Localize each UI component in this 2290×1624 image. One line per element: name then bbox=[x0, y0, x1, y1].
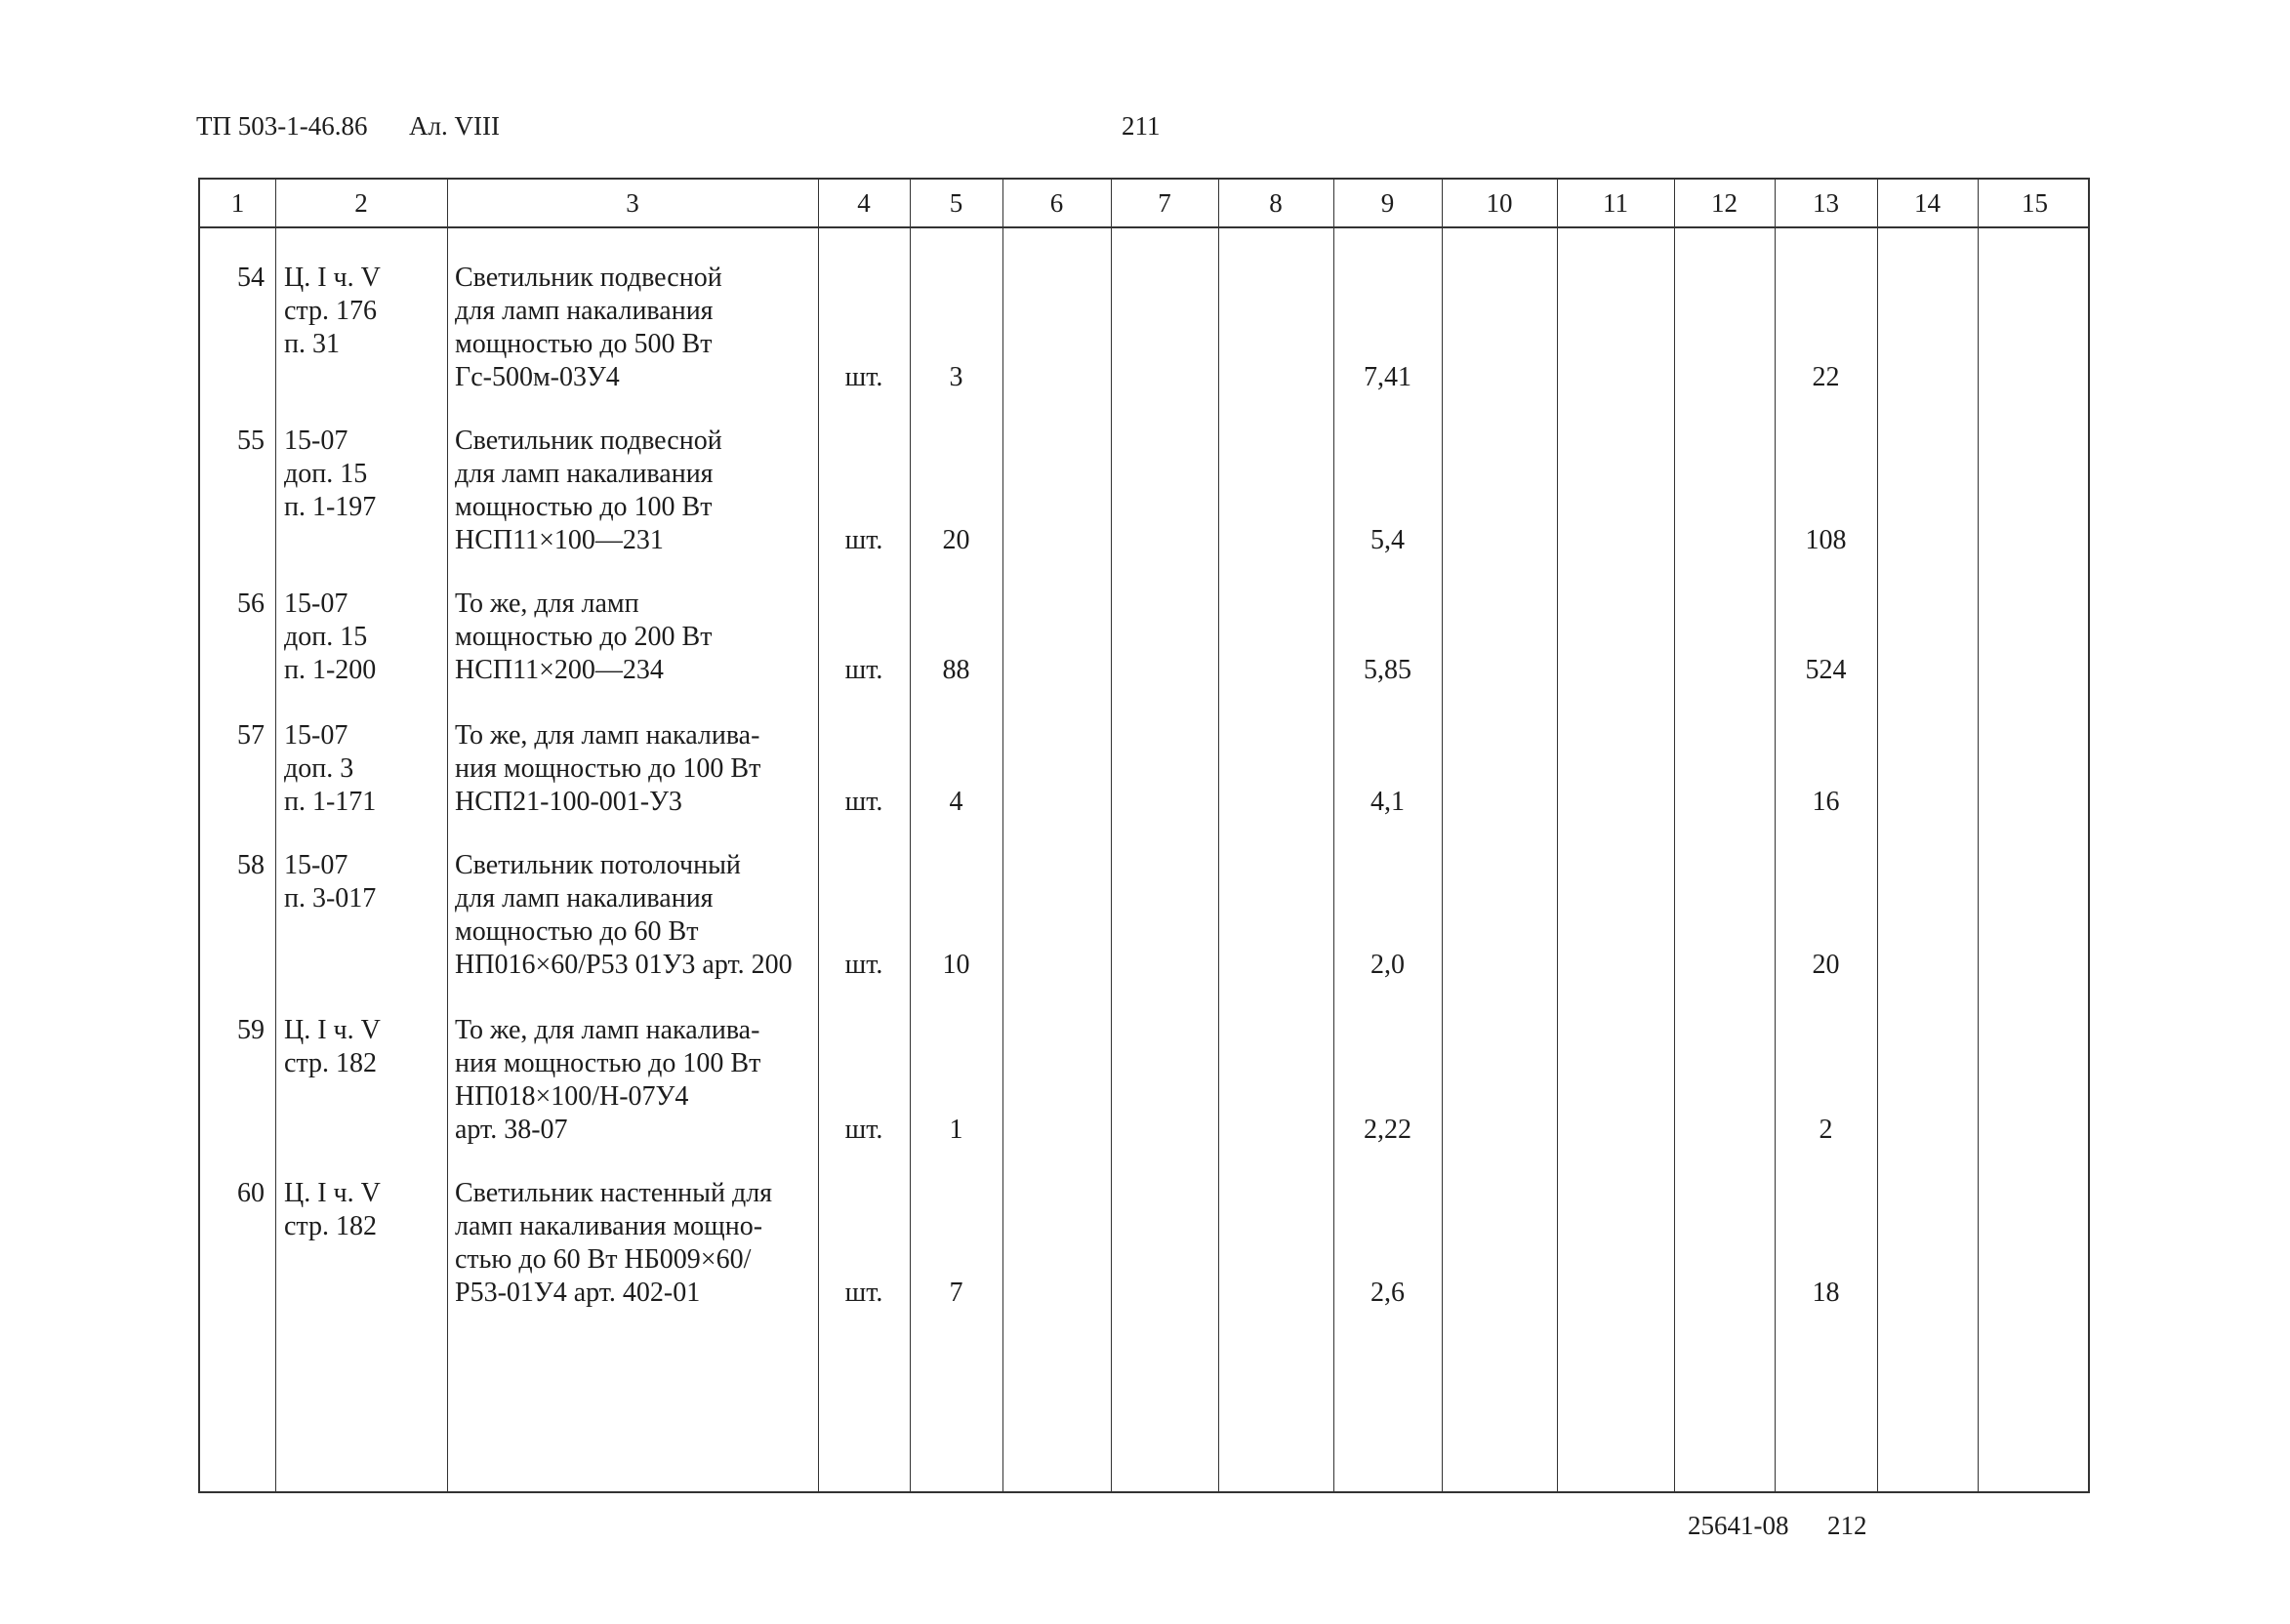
quantity: 7 bbox=[949, 1278, 963, 1308]
column-13-value: 2 bbox=[1819, 1115, 1833, 1145]
unit: шт. bbox=[844, 525, 883, 555]
source-line: 15-07 bbox=[284, 426, 348, 456]
item-description bbox=[455, 262, 836, 394]
description-line: НП016×60/Р53 01У3 арт. 200 bbox=[455, 950, 793, 980]
description-line: Гс-500м-03У4 bbox=[455, 362, 620, 392]
source-line: Ц. I ч. V bbox=[284, 1178, 381, 1208]
column-divider bbox=[1111, 180, 1112, 1491]
source-line: п. 3-017 bbox=[284, 883, 377, 914]
unit: шт. bbox=[844, 655, 883, 685]
page-number: 211 bbox=[1122, 111, 1161, 141]
column-9-value: 5,85 bbox=[1364, 655, 1411, 685]
column-divider bbox=[1978, 180, 1979, 1491]
quantity: 3 bbox=[949, 362, 963, 392]
column-divider bbox=[447, 180, 448, 1491]
source-line: доп. 15 bbox=[284, 459, 368, 489]
column-header-9: 9 bbox=[1380, 188, 1395, 218]
item-description bbox=[455, 719, 836, 819]
column-header-10: 10 bbox=[1486, 188, 1513, 218]
row-number: 54 bbox=[237, 263, 265, 293]
column-header-2: 2 bbox=[354, 188, 368, 218]
unit: шт. bbox=[844, 362, 883, 392]
description-line: для ламп накаливания bbox=[455, 296, 714, 326]
source-line: Ц. I ч. V bbox=[284, 263, 381, 293]
column-13-value: 22 bbox=[1812, 362, 1840, 392]
source-line: стр. 182 bbox=[284, 1211, 378, 1241]
description-line: НСП11×100—231 bbox=[455, 525, 664, 555]
column-header-4: 4 bbox=[857, 188, 871, 218]
item-description bbox=[455, 1014, 836, 1147]
column-divider bbox=[275, 180, 276, 1491]
column-divider bbox=[1674, 180, 1675, 1491]
description-line: мощностью до 500 Вт bbox=[455, 329, 713, 359]
column-header-6: 6 bbox=[1049, 188, 1064, 218]
source-line: 15-07 bbox=[284, 720, 348, 751]
description-line: Светильник подвесной bbox=[455, 426, 722, 456]
column-13-value: 20 bbox=[1812, 950, 1840, 980]
column-9-value: 2,22 bbox=[1364, 1115, 1411, 1145]
description-line: мощностью до 60 Вт bbox=[455, 916, 699, 947]
row-number: 58 bbox=[237, 850, 265, 880]
description-line: стью до 60 Вт НБ009×60/ bbox=[455, 1244, 752, 1275]
column-header-12: 12 bbox=[1711, 188, 1738, 218]
quantity: 88 bbox=[942, 655, 970, 685]
column-13-value: 108 bbox=[1805, 525, 1847, 555]
source-line: п. 31 bbox=[284, 329, 340, 359]
source-line: п. 1-200 bbox=[284, 655, 377, 685]
column-9-value: 2,0 bbox=[1370, 950, 1405, 980]
column-header-1: 1 bbox=[230, 188, 245, 218]
source-line: 15-07 bbox=[284, 589, 348, 619]
quantity: 10 bbox=[942, 950, 970, 980]
column-header-7: 7 bbox=[1158, 188, 1171, 218]
description-line: НП018×100/Н-07У4 bbox=[455, 1081, 689, 1112]
unit: шт. bbox=[844, 1115, 883, 1145]
column-header-3: 3 bbox=[626, 188, 639, 218]
row-number: 59 bbox=[237, 1015, 265, 1045]
description-line: мощностью до 200 Вт bbox=[455, 622, 713, 652]
footer-code: 25641-08 bbox=[1688, 1511, 1789, 1540]
item-description bbox=[455, 1177, 836, 1310]
source-reference bbox=[284, 588, 440, 687]
source-line: Ц. I ч. V bbox=[284, 1015, 381, 1045]
column-divider bbox=[1557, 180, 1558, 1491]
item-description bbox=[455, 849, 836, 982]
unit: шт. bbox=[844, 950, 883, 980]
quantity: 1 bbox=[949, 1115, 963, 1145]
column-9-value: 2,6 bbox=[1370, 1278, 1405, 1308]
description-line: Светильник настенный для bbox=[455, 1178, 773, 1208]
source-reference bbox=[284, 425, 440, 524]
item-description bbox=[455, 425, 836, 557]
header-divider bbox=[200, 226, 2088, 228]
column-9-value: 4,1 bbox=[1370, 787, 1405, 817]
description-line: Светильник подвесной bbox=[455, 263, 722, 293]
source-line: стр. 176 bbox=[284, 296, 378, 326]
description-line: НСП11×200—234 bbox=[455, 655, 664, 685]
row-number: 55 bbox=[237, 426, 265, 456]
column-header-11: 11 bbox=[1603, 188, 1628, 218]
column-header-15: 15 bbox=[2022, 188, 2048, 218]
column-header-13: 13 bbox=[1813, 188, 1839, 218]
column-13-value: 524 bbox=[1805, 655, 1847, 685]
column-divider bbox=[1442, 180, 1443, 1491]
quantity: 4 bbox=[949, 787, 963, 817]
column-header-5: 5 bbox=[949, 188, 963, 218]
source-reference bbox=[284, 719, 440, 819]
unit: шт. bbox=[844, 787, 883, 817]
row-number: 60 bbox=[237, 1178, 265, 1208]
description-line: То же, для ламп накалива- bbox=[455, 720, 760, 751]
source-reference bbox=[284, 849, 440, 915]
description-line: ния мощностью до 100 Вт bbox=[455, 1048, 761, 1078]
description-line: мощностью до 100 Вт bbox=[455, 492, 713, 522]
column-9-value: 7,41 bbox=[1364, 362, 1411, 392]
description-line: ния мощностью до 100 Вт bbox=[455, 753, 761, 784]
unit: шт. bbox=[844, 1278, 883, 1308]
quantity: 20 bbox=[942, 525, 970, 555]
description-line: ламп накаливания мощно- bbox=[455, 1211, 763, 1241]
source-reference bbox=[284, 1177, 440, 1243]
description-line: НСП21-100-001-У3 bbox=[455, 787, 682, 817]
source-line: 15-07 bbox=[284, 850, 348, 880]
column-13-value: 16 bbox=[1812, 787, 1840, 817]
row-number: 56 bbox=[237, 589, 265, 619]
column-header-8: 8 bbox=[1269, 188, 1283, 218]
source-line: доп. 15 bbox=[284, 622, 368, 652]
source-line: стр. 182 bbox=[284, 1048, 378, 1078]
description-line: для ламп накаливания bbox=[455, 883, 714, 914]
source-line: п. 1-171 bbox=[284, 787, 377, 817]
source-reference bbox=[284, 1014, 440, 1080]
description-line: Р53-01У4 арт. 402-01 bbox=[455, 1278, 701, 1308]
item-description bbox=[455, 588, 836, 687]
row-number: 57 bbox=[237, 720, 265, 751]
description-line: Светильник потолочный bbox=[455, 850, 741, 880]
column-9-value: 5,4 bbox=[1370, 525, 1405, 555]
source-reference bbox=[284, 262, 440, 361]
description-line: То же, для ламп bbox=[455, 589, 639, 619]
source-line: доп. 3 bbox=[284, 753, 354, 784]
column-divider bbox=[1002, 180, 1003, 1491]
column-13-value: 18 bbox=[1812, 1278, 1840, 1308]
source-line: п. 1-197 bbox=[284, 492, 377, 522]
specification-table bbox=[198, 178, 2090, 1493]
document-code: ТП 503-1-46.86 bbox=[196, 111, 368, 141]
column-divider bbox=[1877, 180, 1878, 1491]
description-line: То же, для ламп накалива- bbox=[455, 1015, 760, 1045]
column-divider bbox=[1218, 180, 1219, 1491]
column-header-14: 14 bbox=[1914, 188, 1941, 218]
description-line: арт. 38-07 bbox=[455, 1115, 568, 1145]
sheet-label: Ал. VIII bbox=[409, 111, 500, 141]
footer-page: 212 bbox=[1827, 1511, 1867, 1540]
description-line: для ламп накаливания bbox=[455, 459, 714, 489]
